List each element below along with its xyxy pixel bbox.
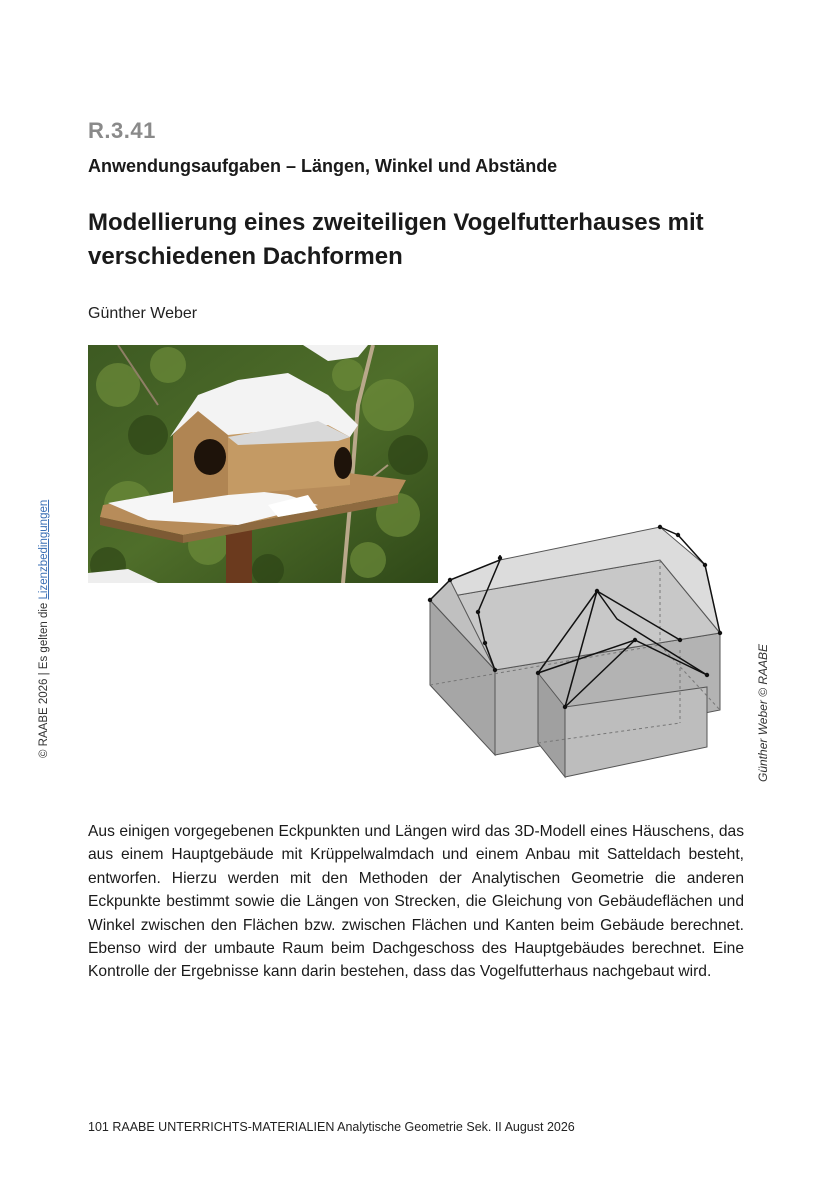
license-link[interactable]: Lizenzbedingungen: [38, 499, 50, 600]
license-text: © RAABE 2026 | Es gelten die: [38, 599, 50, 758]
page-title: Modellierung eines zweiteiligen Vogelfutterhauses mit verschiedenen Dachformen: [88, 209, 704, 270]
footer-text: 101 RAABE UNTERRICHTS-MATERIALIEN Analytische Geometrie Sek. II August 2026: [88, 1120, 575, 1134]
abstract-paragraph: Aus einigen vorgegebenen Eckpunkten und Längen wird das 3D-Modell eines Häuschens, das aus einem Hauptgebäude mit Krüppelwalmdach und einem Anbau mit Satteldach besteht, entworfen. Hierzu werden mit den Methoden der Analytischen Geometrie die anderen Eckpunkte bestimmt sowie die Längen von Strecken, die Gleichung von Gebäudeflächen und Winkel zwischen den Flächen bzw. zwischen Flächen und Kanten beim Gebäude berechnet. Ebenso wird der umbaute Raum beim Dachgeschoss des Hauptgebäudes berechnet. Eine Kontrolle der Ergebnisse kann darin bestehen, dass das Vogelfutterhaus nachgebaut wird.: [88, 823, 744, 981]
series-heading: Anwendungsaufgaben – Längen, Winkel und Abstände: [88, 156, 558, 176]
image-credit: Günther Weber © RAABE: [756, 643, 770, 782]
license-notice: [38, 468, 50, 758]
author-name: Günther Weber: [88, 305, 198, 322]
house-3d-model: [420, 515, 740, 790]
document-code: R.3.41: [88, 118, 156, 143]
bird-feeder-photo: [88, 345, 438, 583]
